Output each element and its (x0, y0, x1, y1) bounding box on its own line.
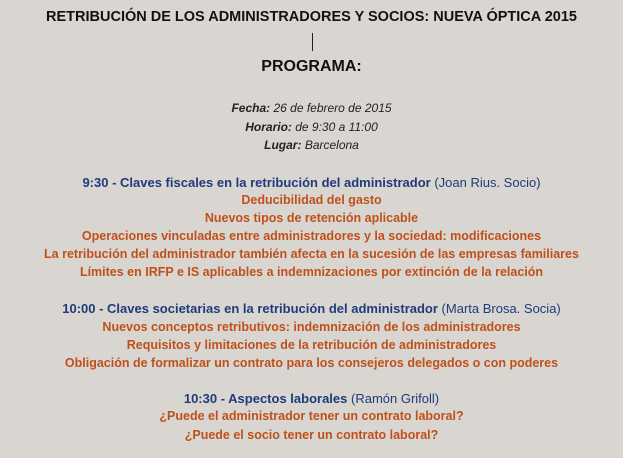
horario-label: Horario: (245, 120, 292, 134)
agenda-item: Nuevos conceptos retributivos: indemnización de los administradores (102, 320, 521, 334)
lugar-label: Lugar: (264, 138, 302, 152)
section-topic: 10:30 - Aspectos laborales (183, 391, 348, 406)
section-speaker: (Ramón Grifoll) (347, 391, 440, 406)
agenda-item: Requisitos y limitaciones de la retribución de administradores (126, 338, 497, 352)
agenda-item: La retribución del administrador también afecta en la sucesión de las empresas familiares (44, 247, 579, 261)
horario-line (0, 120, 623, 134)
section-topic: 9:30 - Claves fiscales en la retribución del administrador (82, 175, 431, 190)
section-speaker: (Joan Rius. Socio) (430, 175, 541, 190)
agenda-item: Operaciones vinculadas entre administradores y la sociedad: modificaciones (81, 229, 542, 243)
lugar-line (0, 138, 623, 152)
agenda-item: ¿Puede el administrador tener un contrato laboral? (159, 409, 464, 423)
agenda-item: Nuevos tipos de retención aplicable (204, 211, 419, 225)
section-speaker: (Marta Brosa. Socia) (437, 301, 561, 316)
section-heading (0, 391, 623, 406)
programa-heading: PROGRAMA: (261, 58, 362, 75)
section-topic: 10:00 - Claves societarias en la retribución del administrador (62, 301, 438, 316)
horario-value: de 9:30 a 11:00 (291, 120, 378, 134)
agenda-item: Obligación de formalizar un contrato para los consejeros delegados o con poderes (64, 356, 559, 370)
fecha-value: 26 de febrero de 2015 (270, 101, 392, 115)
fecha-label: Fecha: (231, 101, 271, 115)
document-title: RETRIBUCIÓN DE LOS ADMINISTRADORES Y SOCIOS: NUEVA ÓPTICA 2015 (46, 9, 577, 25)
section-heading (0, 301, 623, 316)
agenda-item: ¿Puede el socio tener un contrato laboral? (184, 428, 439, 442)
fecha-line (0, 101, 623, 115)
agenda-item: Límites en IRFP e IS aplicables a indemnizaciones por extinción de la relación (79, 265, 544, 279)
agenda-item: Deducibilidad del gasto (241, 193, 382, 207)
text-cursor (312, 33, 313, 51)
section-heading (0, 175, 623, 190)
lugar-value: Barcelona (301, 138, 359, 152)
